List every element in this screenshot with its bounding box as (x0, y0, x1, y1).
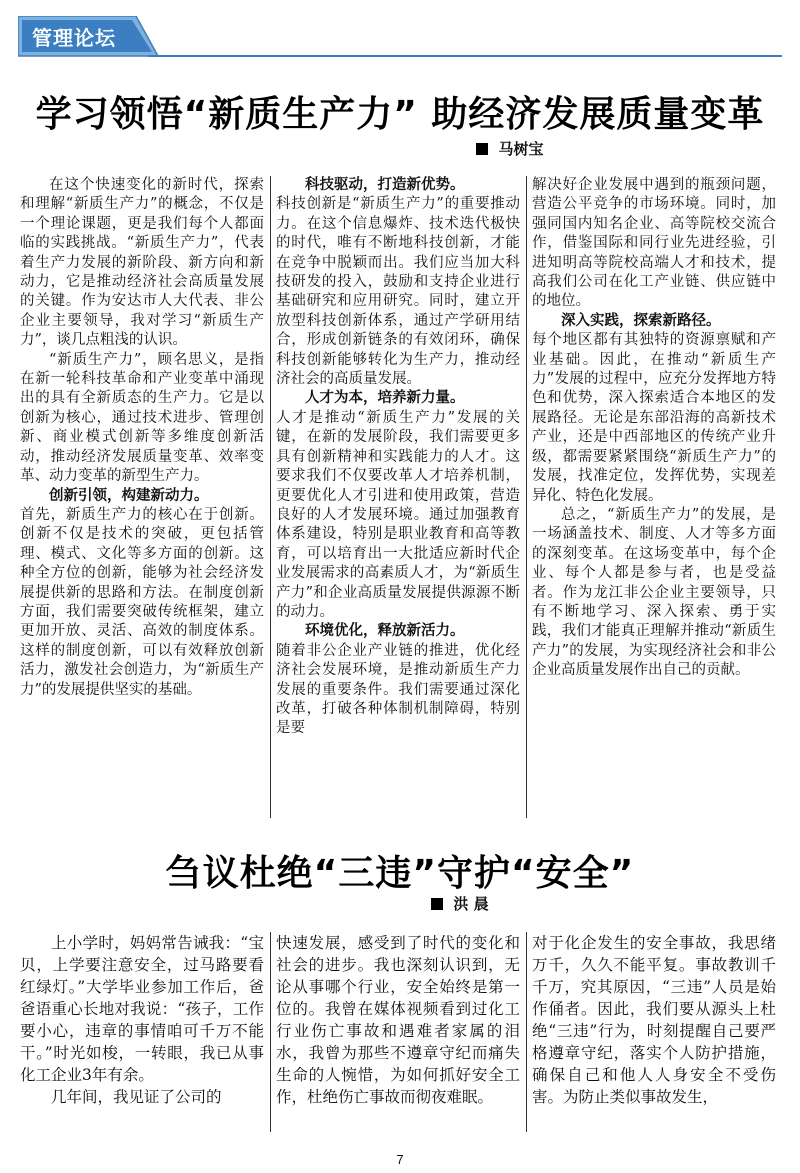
paragraph: 对于化企发生的安全事故，我思绪万千，久久不能平复。事故教训千千万，究其原因，“三违”人员是始作俑者。因此，我们要从源头上杜绝“三违”行为，时刻提醒自己要严格遵章守纪，落实个人防护措施，确保自己和他人人身安全不受伤害。为防止类似事故发生， (532, 934, 776, 1106)
paragraph: 在这个快速变化的新时代，探索和理解“新质生产力”的概念，不仅是一个理论课题，更是我们每个人都面临的实践挑战。“新质生产力”，代表着生产力发展的新阶段、新方向和新动力，它是推动经济社会高质量发展的关键。作为安达市人大代表、非公企业主要领导，我对学习“新质生产力”，谈几点粗浅的认识。 (20, 177, 264, 349)
paragraph: 每个地区都有其独特的资源禀赋和产业基础。因此，在推动“新质生产力”发展的过程中，应充分发挥地方特色和优势，深入探索适合本地区的发展路径。无论是东部沿海的高新技术产业，还是中西部地区的传统产业升级，都需要紧紧围绕“新质生产力”的发展，找准定位，发挥优势，实现差异化、特色化发展。 (532, 332, 776, 504)
subheading: 人才为本，培养新力量。 (305, 390, 465, 407)
column-divider (270, 932, 271, 1132)
paragraph: “新质生产力”，顾名思义，是指在新一轮科技革命和产业变革中涌现出的具有全新质态的生产力。它是以创新为核心，通过技术进步、管理创新、商业模式创新等多维度创新活动，推动经济发展质量变革、效率变革、动力变革的新型生产力。 (20, 351, 264, 485)
column-divider (526, 932, 527, 1132)
subheading: 环境优化，释放新活力。 (305, 623, 465, 640)
section-tab (18, 16, 148, 56)
byline-square-icon (431, 898, 443, 910)
article-1-title: 学习领悟“新质生产力” 助经济发展质量变革 (35, 94, 765, 135)
column-divider (270, 176, 271, 818)
subheading: 创新引领，构建新动力。 (49, 487, 209, 504)
section-label: 管理论坛 (32, 26, 116, 50)
paragraph: 上小学时，妈妈常告诫我：“宝贝，上学要注意安全，过马路要看红绿灯。”大学毕业参加工作后，爸爸语重心长地对我说：“孩子，工作要小心，违章的事情咱可千万不能干。”时光如梭，一转眼，我已从事化工企业3年有余。 (20, 934, 264, 1084)
column-divider (526, 176, 527, 818)
article-1-column-3 (532, 176, 776, 681)
article-2-column-3 (532, 932, 776, 1108)
page-number: 7 (396, 1152, 404, 1167)
byline-square-icon (476, 143, 488, 155)
article-2-author: 洪 晨 (453, 895, 489, 913)
article-1-byline (0, 138, 800, 159)
paragraph: 几年间，我见证了公司的 (51, 1088, 222, 1106)
paragraph: 解决好企业发展中遇到的瓶颈问题，营造公平竞争的市场环境。同时，加强同国内知名企业、高等院校交流合作，借鉴国际和同行业先进经验，引进知明高等院校高端人才和技术，提高我们公司在化工产业链、供应链中的地位。 (532, 177, 776, 310)
paragraph: 首先，新质生产力的核心在于创新。创新不仅是技术的突破，更包括管理、模式、文化等多方面的创新。这种全方位的创新，能够为社会经济发展提供新的思路和方法。在制度创新方面，我们需要突破传统框架，建立更加开放、灵活、高效的制度体系。这样的制度创新，可以有效释放创新活力，激发社会创造力，为“新质生产力”的发展提供坚实的基础。 (20, 506, 264, 698)
paragraph: 科技创新是“新质生产力”的重要推动力。在这个信息爆炸、技术迭代极快的时代，唯有不断地科技创新，才能在竞争中脱颖而出。我们应当加大科技研发的投入，鼓励和支持企业进行基础研究和应用研究。同时，建立开放型科技创新体系，通过产学研用结合，形成创新链条的有效闭环，确保科技创新能够转化为生产力，推动经济社会的高质量发展。 (276, 196, 520, 388)
paragraph: 人才是推动“新质生产力”发展的关键，在新的发展阶段，我们需要更多具有创新精神和实践能力的人才。这要求我们不仅要改革人才培养机制，更要优化人才引进和使用政策，营造良好的人才发展环境。通过加强教育体系建设，特别是职业教育和高等教育，可以培育出一大批适应新时代企业发展需求的高素质人才，为“新质生产力”和企业高质量发展提供源源不断的动力。 (276, 409, 520, 620)
article-1-column-1 (20, 176, 264, 700)
article-1-column-2 (276, 176, 520, 739)
paragraph: 随着非公企业产业链的推进，优化经济社会发展环境，是推动新质生产力发展的重要条件。我们需要通过深化改革，打破各种体制机制障碍，特别是要 (276, 642, 520, 737)
article-2-byline (0, 893, 800, 914)
subheading: 科技驱动，打造新优势。 (305, 177, 465, 193)
article-2-column-1 (20, 932, 264, 1108)
article-1-author: 马树宝 (498, 140, 544, 158)
header-rule (148, 55, 782, 57)
paragraph: 总之，“新质生产力”的发展，是一场涵盖技术、制度、人才等多方面的深刻变革。在这场变革中，每个企业、每个人都是参与者，也是受益者。作为龙江非公企业主要领导，只有不断地学习、深入探索、勇于实践，我们才能真正理解并推动“新质生产力”的发展，为实现经济社会和非公企业高质量发展作出自己的贡献。 (532, 506, 776, 679)
subheading: 深入实践，探索新路径。 (561, 312, 721, 329)
article-2-column-2 (276, 932, 520, 1108)
article-2-title: 刍议杜绝“三违”守护“安全” (165, 853, 635, 894)
paragraph: 快速发展，感受到了时代的变化和社会的进步。我也深刻认识到，无论从事哪个行业，安全始终是第一位的。我曾在媒体视频看到过化工行业伤亡事故和遇难者家属的泪水，我曾为那些不遵章守纪而痛失生命的人惋惜，为如何抓好安全工作，杜绝伤亡事故而彻夜难眠。 (276, 934, 520, 1106)
